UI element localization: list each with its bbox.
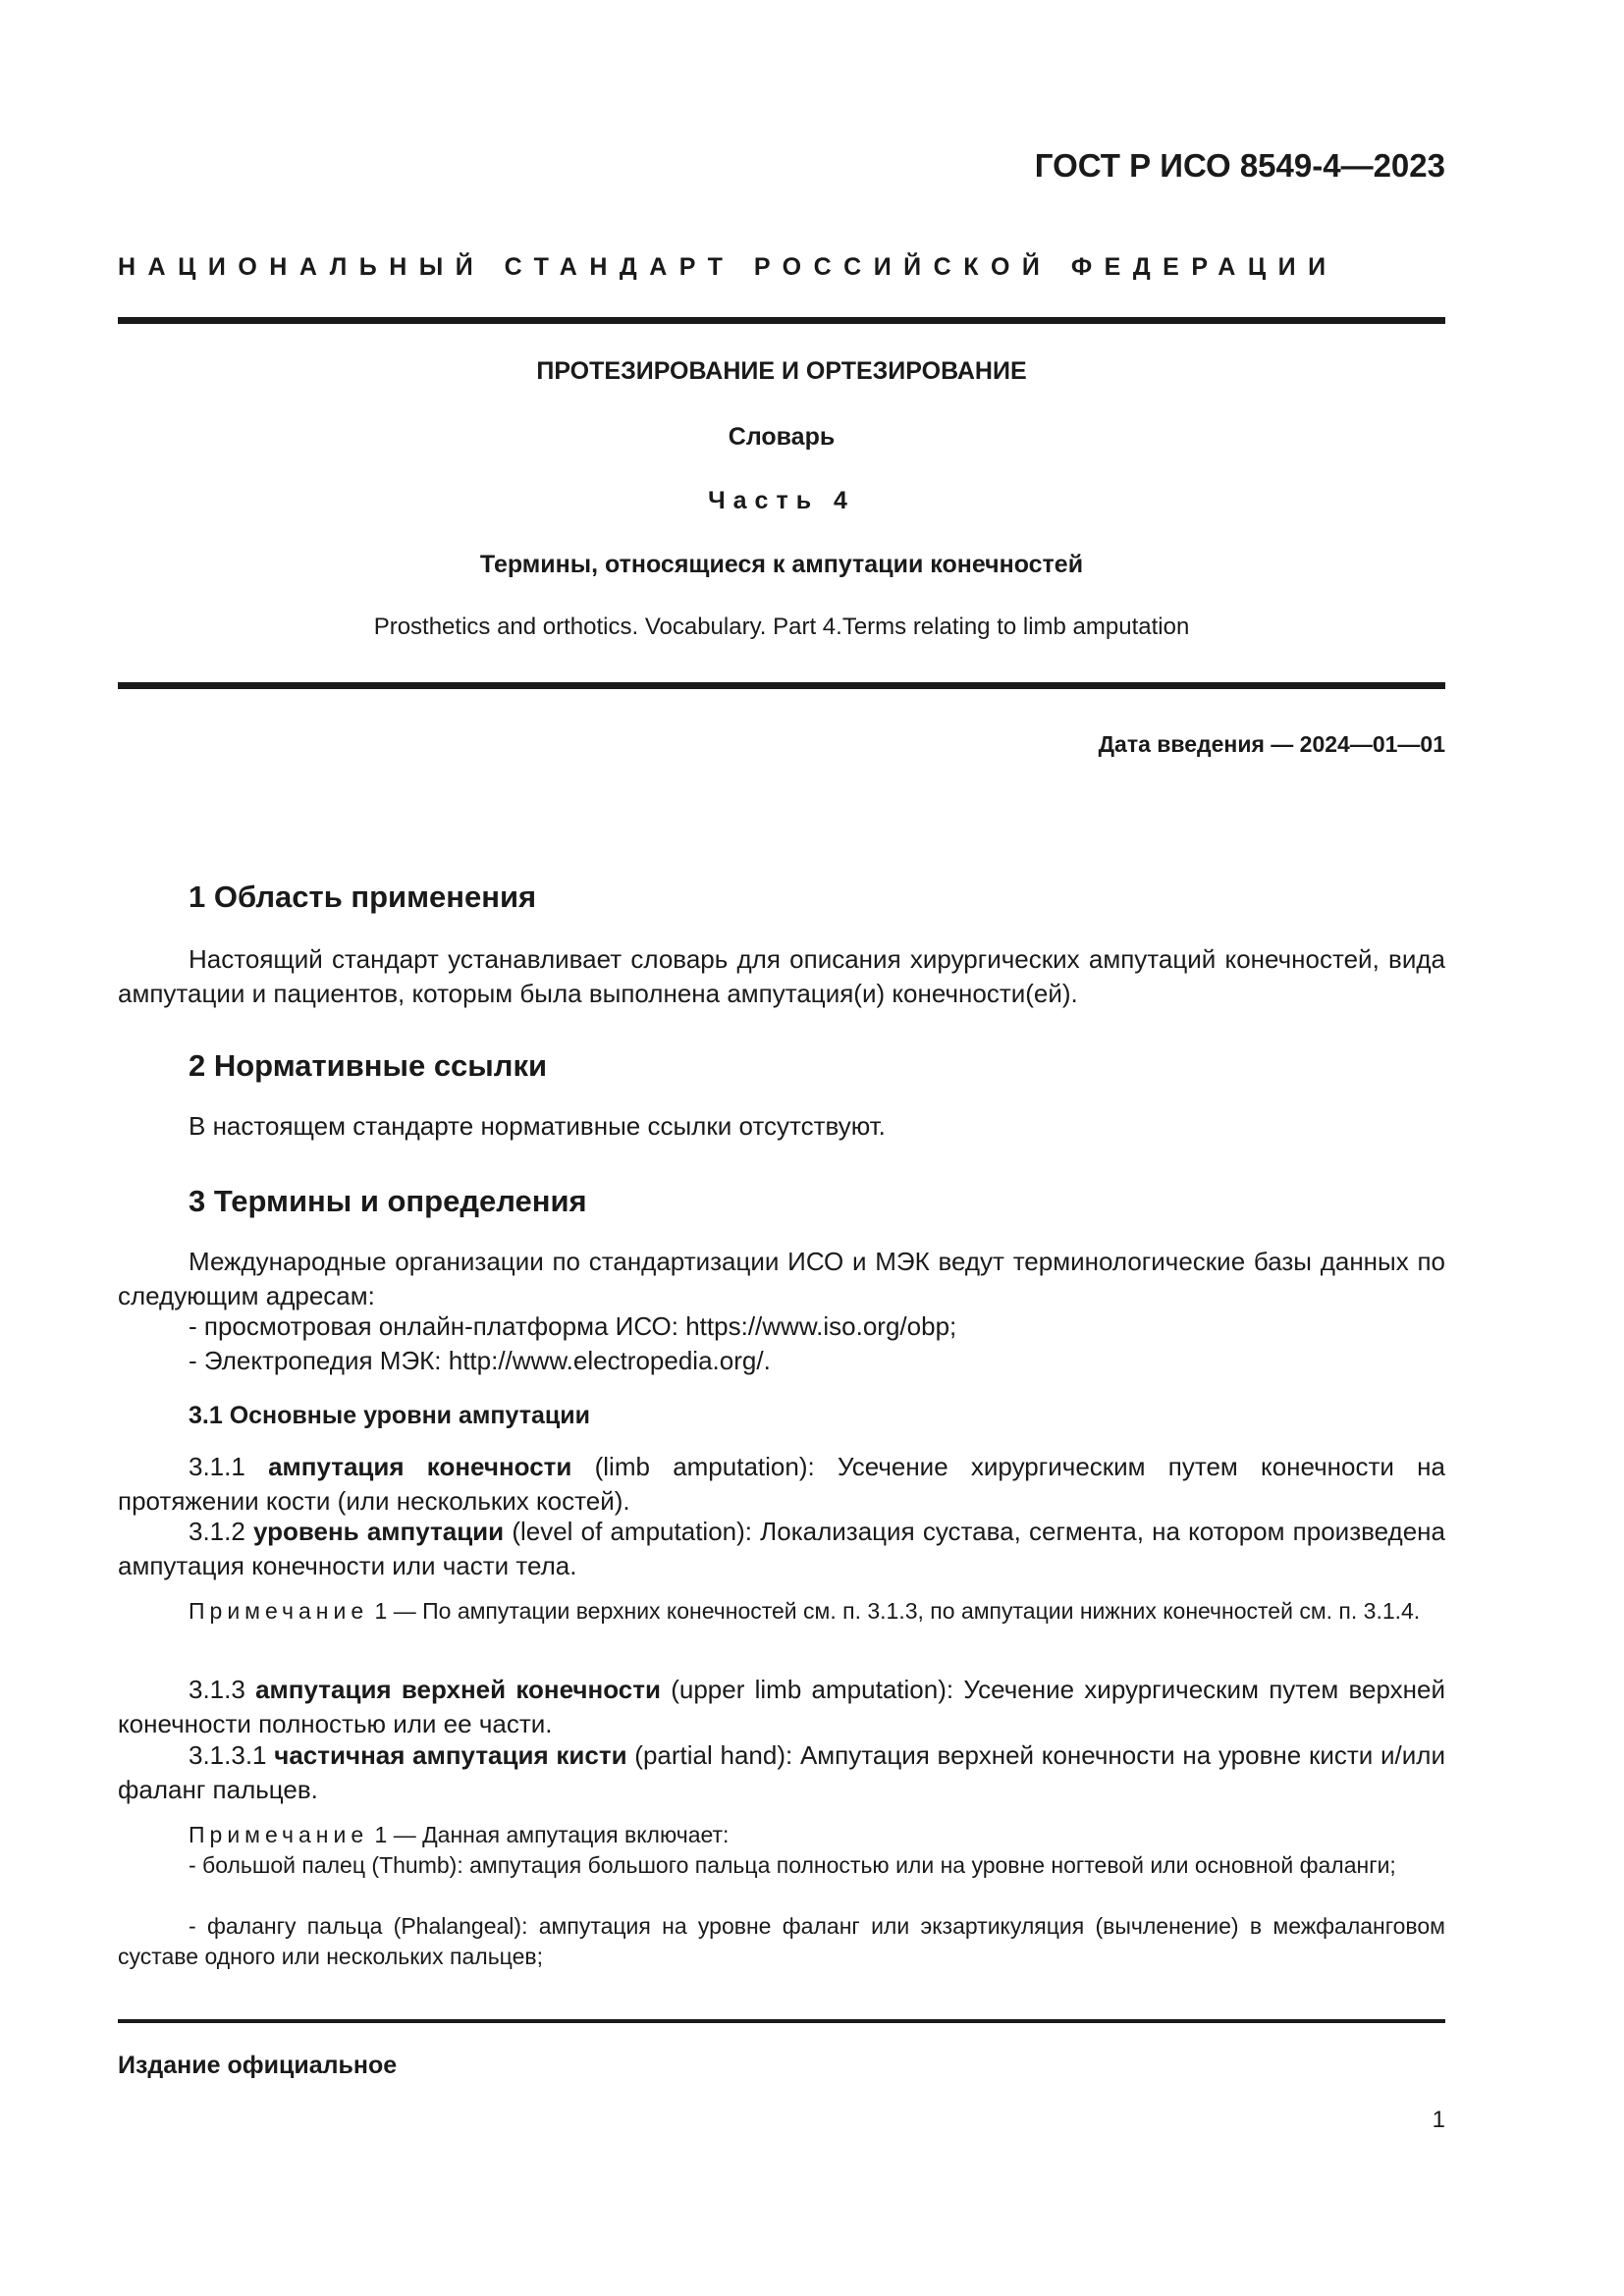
- section-3-heading: 3 Термины и определения: [189, 1184, 587, 1218]
- list-item: - просмотровая онлайн-платформа ИСО: https://www.iso.org/obp;: [189, 1311, 957, 1341]
- official-edition-label: Издание официальное: [118, 2052, 398, 2079]
- note-3-1-2: [118, 1596, 1445, 1627]
- top-rule: [118, 317, 1445, 324]
- footer-rule: [118, 2019, 1445, 2023]
- section-3-intro: Международные организации по стандартизации ИСО и МЭК ведут терминологические базы данных по следующим адресам:: [118, 1247, 1445, 1310]
- term-definition: (level of amputation): Локализация сустава, сегмента, на котором произведена ампутация конечности или части тела.: [118, 1517, 1445, 1580]
- note-label: Примечание: [189, 1598, 369, 1624]
- term-3-1-3: [118, 1673, 1445, 1741]
- note-3-1-3-1: [118, 1820, 1445, 1850]
- page-number: 1: [1432, 2107, 1445, 2133]
- term-definition: (partial hand): Ампутация верхней конечности на уровне кисти и/или фаланг пальцев.: [118, 1740, 1445, 1804]
- national-standard-banner: НАЦИОНАЛЬНЫЙ СТАНДАРТ РОССИЙСКОЙ ФЕДЕРАЦИИ: [118, 253, 1338, 281]
- document-subtitle: Словарь: [728, 423, 836, 451]
- document-part-title: Термины, относящиеся к ампутации конечностей: [479, 551, 1084, 578]
- term-3-1-3-1: [118, 1738, 1445, 1807]
- term-definition: (upper limb amputation): Усечение хирургическим путем верхней конечности полностью или ее части.: [118, 1675, 1445, 1738]
- section-1-heading: 1 Область применения: [189, 880, 537, 914]
- term-name: уровень ампутации: [253, 1517, 505, 1546]
- term-number: 3.1.2: [189, 1517, 245, 1546]
- term-name: ампутация верхней конечности: [255, 1675, 661, 1704]
- note-label: Примечание: [189, 1822, 369, 1847]
- note-text: 1 — Данная ампутация включает:: [374, 1822, 730, 1847]
- note-list-item: - большой палец (Thumb): ампутация большого пальца полностью или на уровне ногтевой или основной фаланги;: [189, 1852, 1396, 1878]
- document-page: [118, 0, 1445, 2296]
- standard-number: ГОСТ Р ИСО 8549-4—2023: [1034, 147, 1445, 184]
- term-definition: (limb amputation): Усечение хирургическим путем конечности на протяжении кости (или нескольких костей).: [118, 1452, 1445, 1516]
- term-3-1-2: [118, 1515, 1445, 1583]
- term-name: ампутация конечности: [268, 1452, 572, 1481]
- section-2-heading: 2 Нормативные ссылки: [189, 1048, 548, 1083]
- section-1-text: Настоящий стандарт устанавливает словарь для описания хирургических ампутаций конечностей, вида ампутации и пациентов, которым была выполнена ампутация(и) конечности(ей).: [118, 944, 1445, 1008]
- english-title: Prosthetics and orthotics. Vocabulary. Part 4.Terms relating to limb amputation: [373, 614, 1190, 640]
- document-title: ПРОТЕЗИРОВАНИЕ И ОРТЕЗИРОВАНИЕ: [536, 357, 1027, 385]
- section-2-text: В настоящем стандарте нормативные ссылки отсутствуют.: [189, 1111, 886, 1141]
- subsection-3-1-heading: 3.1 Основные уровни ампутации: [189, 1402, 590, 1429]
- list-item: - Электропедия МЭК: http://www.electropedia.org/.: [189, 1346, 771, 1375]
- note-text: 1 — По ампутации верхних конечностей см. п. 3.1.3, по ампутации нижних конечностей см. п. 3.1.4.: [374, 1598, 1421, 1624]
- term-3-1-1: [118, 1450, 1445, 1519]
- introduction-date: Дата введения — 2024—01—01: [1098, 731, 1445, 757]
- title-bottom-rule: [118, 682, 1445, 689]
- term-number: 3.1.3.1: [189, 1740, 267, 1770]
- term-name: частичная ампутация кисти: [274, 1740, 627, 1770]
- note-list-item: - фалангу пальца (Phalangeal): ампутация на уровне фаланг или экзартикуляция (вычленение) в межфаланговом суставе одного или нескольких пальцев;: [118, 1913, 1445, 1969]
- document-part: Часть 4: [708, 487, 855, 514]
- term-number: 3.1.1: [189, 1452, 245, 1481]
- term-number: 3.1.3: [189, 1675, 245, 1704]
